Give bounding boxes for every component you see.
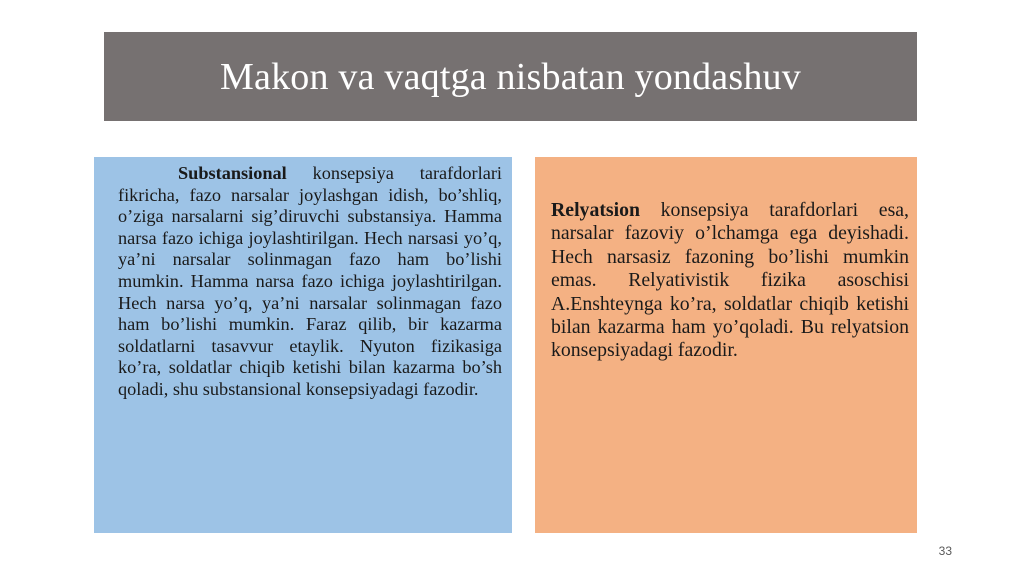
- relyatsion-paragraph: [551, 199, 909, 363]
- substansional-panel: [94, 157, 512, 533]
- slide-title: Makon va vaqtga nisbatan yondashuv: [220, 55, 801, 98]
- substansional-term: Substansional: [178, 163, 287, 183]
- relyatsion-text: konsepsiya tarafdorlari esa, narsalar fazoviy o’lchamga ega deyishadi. Hech narsasiz fazoning bo’lishi mumkin emas. Relyativistik fizika asoschisi A.Enshteynga ko’ra, soldatlar chiqib ketishi bilan kazarma ham yo’qoladi. Bu relyatsion konsepsiyadagi fazodir.: [551, 199, 909, 362]
- substansional-text: konsepsiya tarafdorlari fikricha, fazo narsalar joylashgan idish, bo’shliq, o’ziga narsalarni sig’diruvchi substansiya. Hamma narsa fazo ichiga joylashtirilgan. Hech narsasi yo’q, ya’ni narsalar solinmagan fazo ham bo’lishi mumkin. Hamma narsa fazo ichiga joylashtirilgan. Hech narsa yo’q, ya’ni narsalar solinmagan fazo ham bo’lishi mumkin. Faraz qilib, bir kazarma soldatlarni tasavvur etaylik. Nyuton fizikasiga ko’ra, soldatlar chiqib ketishi bilan kazarma bo’sh qoladi, shu substansional konsepsiyadagi fazodir.: [118, 163, 502, 399]
- relyatsion-term: Relyatsion: [551, 199, 641, 221]
- title-bar: [104, 32, 917, 121]
- relyatsion-panel: [535, 157, 917, 533]
- substansional-paragraph: [118, 163, 502, 401]
- page-number: 33: [938, 544, 952, 558]
